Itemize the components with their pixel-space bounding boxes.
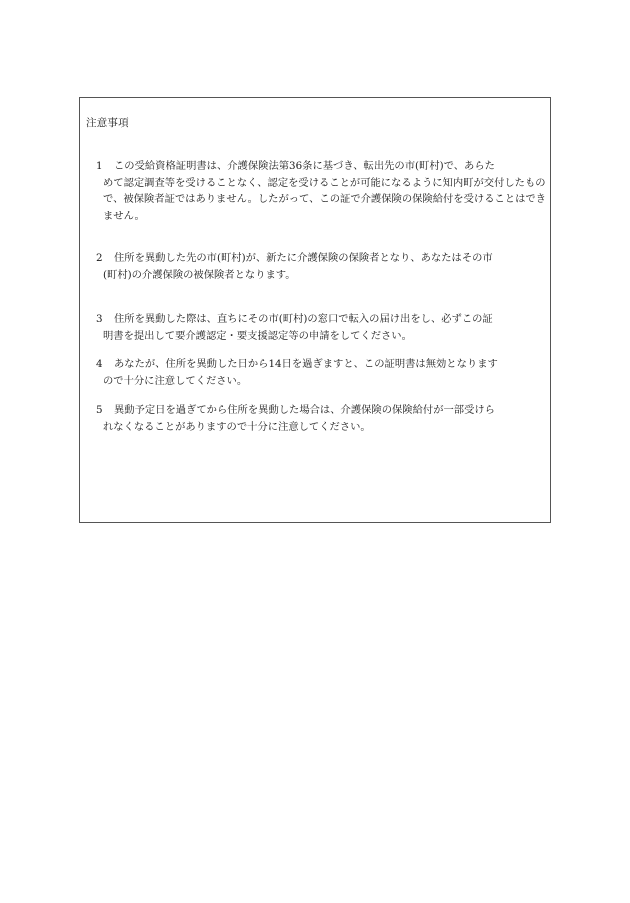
notice-item-4-line1: あなたが、住所を異動した日から14日を過ぎますと、この証明書は無効となります	[114, 358, 498, 370]
notice-item-3	[96, 311, 549, 344]
notice-item-5-number: 5	[96, 404, 103, 416]
notice-item-4-rest: ので十分に注意してください。	[103, 374, 248, 387]
notice-item-2-number: 2	[96, 252, 103, 264]
notice-item-1-number: 1	[96, 160, 103, 172]
notice-item-4-number: 4	[96, 358, 103, 370]
notice-item-3-first-line	[96, 311, 549, 328]
notice-item-5	[96, 402, 549, 435]
notice-item-1-rest: めて認定調査等を受けることなく、認定を受けることが可能になるように知内町が交付したもので、被保険者証ではありません。したがって、この証で介護保険の保険給付を受けることはできません。	[103, 176, 546, 222]
notice-item-1-first-line	[96, 158, 549, 175]
notice-item-5-first-line	[96, 402, 549, 419]
notice-item-3-line1: 住所を異動した際は、直ちにその市(町村)の窓口で転入の届け出をし、必ずこの証	[114, 313, 493, 325]
notice-item-1	[96, 158, 549, 224]
notice-item-1-line1: この受給資格証明書は、介護保険法第36条に基づき、転出先の市(町村)で、あらた	[114, 160, 495, 172]
notice-item-3-number: 3	[96, 313, 103, 325]
notice-item-5-line1: 異動予定日を過ぎてから住所を異動した場合は、介護保険の保険給付が一部受けら	[114, 404, 495, 416]
notice-heading: 注意事項	[86, 117, 129, 129]
notice-item-4	[96, 356, 549, 389]
notice-item-3-rest: 明書を提出して要介護認定・要支援認定等の申請をしてください。	[103, 329, 412, 342]
notice-item-2-first-line	[96, 250, 549, 267]
notice-item-2-rest: (町村)の介護保険の被保険者となります。	[103, 268, 296, 281]
notice-item-5-rest: れなくなることがありますので十分に注意してください。	[103, 420, 371, 433]
notice-item-2-line1: 住所を異動した先の市(町村)が、新たに介護保険の保険者となり、あなたはその市	[114, 252, 493, 264]
notice-box	[79, 97, 551, 523]
notice-item-2	[96, 250, 549, 283]
notice-item-4-first-line	[96, 356, 549, 373]
